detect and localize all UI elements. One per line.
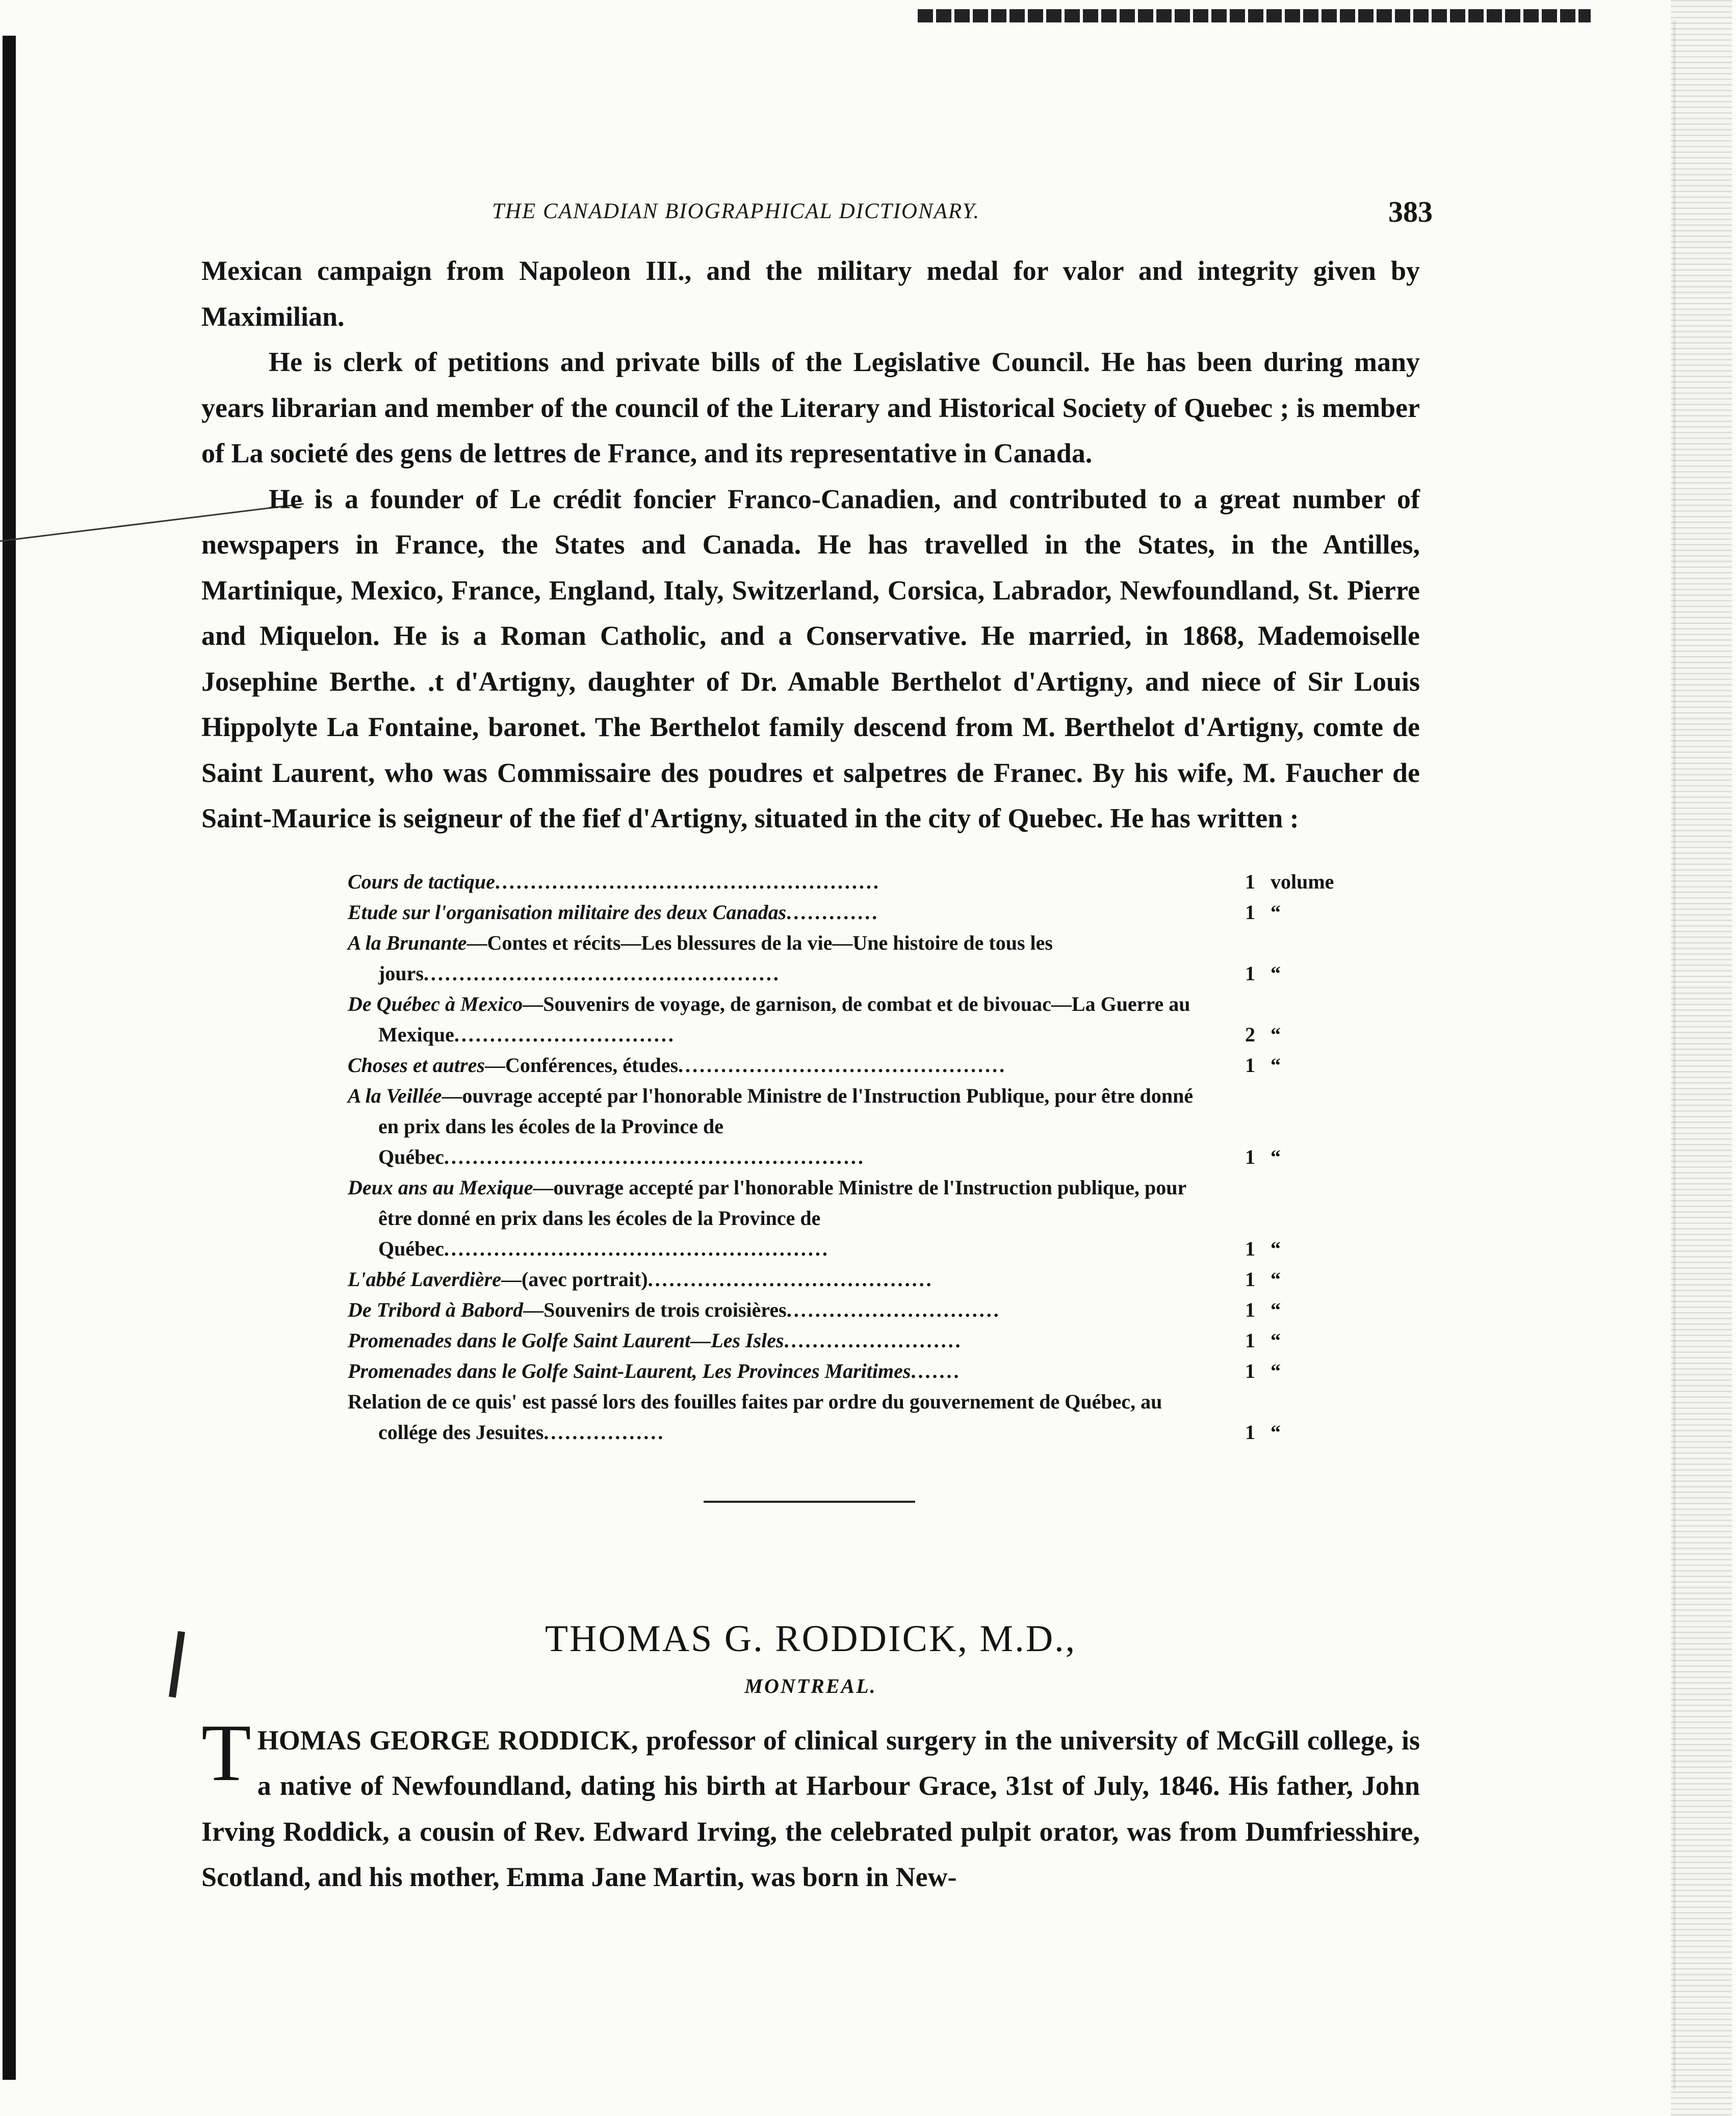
work-volume-count: 1: [1245, 870, 1255, 893]
work-volume-unit: “: [1271, 1145, 1281, 1168]
work-item: [348, 1356, 1337, 1387]
work-title: Cours de tactique: [348, 870, 495, 893]
dot-leader: ........................................: [647, 1267, 934, 1291]
work-title: Deux ans au Mexique: [348, 1175, 533, 1199]
work-item: [348, 1050, 1337, 1081]
work-title: De Québec à Mexico: [348, 992, 523, 1015]
work-volume-count: 2: [1245, 1023, 1255, 1046]
work-volume-count: 1: [1245, 1145, 1255, 1168]
adjacent-page-edge: [1671, 0, 1732, 2116]
work-volume-count: 1: [1245, 961, 1255, 985]
running-head: [201, 195, 1433, 234]
work-description: —Conférences, études: [484, 1053, 679, 1077]
margin-mark: [169, 1631, 185, 1698]
work-item: [348, 867, 1337, 897]
work-description: —ouvrage accepté par l'honorable Ministre de l'Instruction publique, pour être donné en prix dans les écoles de la Province de Québec: [378, 1175, 1186, 1260]
work-volume-count: 1: [1245, 1053, 1255, 1077]
work-volume-unit: “: [1271, 1359, 1281, 1382]
paragraph-2: He is clerk of petitions and private bills of the Legislative Council. He has been during many years librarian and member of the council of the Literary and Historical Society of Quebec ; is member of La societé des gens de lettres de France, and its representative in Canada.: [201, 347, 1420, 468]
dot-leader: .........................: [784, 1328, 963, 1352]
paragraph-3: He is a founder of Le crédit foncier Franco-Canadien, and contributed to a great number of newspapers in France, the States and Canada. He has travelled in the States, in the Antilles, Martinique, Mexico, France, England, Italy, Switzerland, Corsica, Labrador, Newfoundland, St. Pierre and Miquelon. He is a Roman Catholic, and a Conservative. He married, in 1868, Mademoiselle Josephine Berthe. .t d'Artigny, daughter of Dr. Amable Berthelot d'Artigny, and niece of Sir Louis Hippolyte La Fontaine, baronet. The Berthelot family descend from M. Berthelot d'Artigny, comte de Saint Laurent, who was Commissaire des poudres et salpetres de Franec. By his wife, M. Faucher de Saint-Maurice is seigneur of the fief d'Artigny, situated in the city of Quebec. He has written :: [201, 483, 1420, 833]
dot-leader: .............: [786, 900, 879, 924]
work-item: [348, 989, 1337, 1050]
work-volume-unit: “: [1271, 1420, 1281, 1444]
work-volume-unit: “: [1271, 1053, 1281, 1077]
entry-place: MONTREAL.: [744, 1674, 877, 1697]
work-description: —Contes et récits—Les blessures de la vie—Une histoire de tous les jours: [378, 931, 1053, 985]
work-item: [348, 1081, 1337, 1172]
work-volume-unit: “: [1271, 1328, 1281, 1352]
work-volume-unit: “: [1271, 1267, 1281, 1291]
work-volume-count: 1: [1245, 1420, 1255, 1444]
dot-leader: ..................................................: [423, 961, 781, 985]
scan-top-edge: [918, 9, 1591, 22]
work-title: Choses et autres: [348, 1053, 485, 1077]
work-description: —(avec portrait): [501, 1267, 648, 1291]
work-title: A la Brunante: [348, 931, 467, 954]
work-description: —Souvenirs de trois croisières: [523, 1298, 787, 1321]
work-title: Promenades dans le Golfe Saint Laurent—Les Isles: [348, 1328, 784, 1352]
dot-leader: ..............................................: [678, 1053, 1007, 1077]
dot-leader: ......................................................: [444, 1237, 830, 1260]
entry-name-heading: THOMAS G. RODDICK, M.D.,: [545, 1617, 1077, 1660]
running-title: THE CANADIAN BIOGRAPHICAL DICTIONARY.: [492, 199, 980, 223]
entry-text: professor of clinical surgery in the university of McGill college, is a native of Newfoundland, dating his birth at Harbour Grace, 31st of July, 1846. His father, John Irving Roddick, a cousin of Rev. Edward Irving, the celebrated pulpit orator, was from Dumfriesshire, Scotland, and his mother, Emma Jane Martin, was born in New-: [201, 1725, 1420, 1892]
work-description: —Souvenirs de voyage, de garnison, de combat et de bivouac—La Guerre au Mexique: [378, 992, 1190, 1046]
work-volume-count: 1: [1245, 1237, 1255, 1260]
page-number: 383: [1388, 195, 1433, 228]
work-item: [348, 928, 1337, 989]
section-divider: [704, 1501, 915, 1503]
work-item: [348, 1387, 1337, 1448]
work-title: Etude sur l'organisation militaire des deux Canadas: [348, 900, 787, 924]
page-binding-edge: [3, 36, 16, 2080]
entry-lead-name: HOMAS GEORGE RODDICK,: [257, 1725, 638, 1756]
work-volume-unit: “: [1271, 1298, 1281, 1321]
work-title: De Tribord à Babord: [348, 1298, 524, 1321]
work-item: [348, 1172, 1337, 1264]
work-title: Promenades dans le Golfe Saint-Laurent, Les Provinces Maritimes: [348, 1359, 911, 1382]
paragraph-1: Mexican campaign from Napoleon III., and the military medal for valor and integrity given by Maximilian.: [201, 255, 1420, 332]
dot-leader: ...........................................................: [444, 1145, 865, 1168]
entry-biography: [201, 1707, 1420, 1900]
work-volume-unit: “: [1271, 961, 1281, 985]
work-title: A la Veillée: [348, 1084, 442, 1107]
work-volume-unit: “: [1271, 900, 1281, 924]
work-volume-count: 1: [1245, 1359, 1255, 1382]
dot-leader: .......: [911, 1359, 961, 1382]
drop-cap: T: [201, 1707, 251, 1798]
works-list: [348, 867, 1337, 1448]
work-description: Relation de ce quis' est passé lors des fouilles faites par ordre du gouvernement de Québec, au collége des Jesuites: [348, 1390, 1162, 1444]
work-description: —ouvrage accepté par l'honorable Ministre de l'Instruction Publique, pour être donné en prix dans les écoles de la Province de Québec: [378, 1084, 1194, 1168]
work-volume-count: 1: [1245, 1298, 1255, 1321]
work-volume-count: 1: [1245, 900, 1255, 924]
work-title: L'abbé Laverdière: [348, 1267, 501, 1291]
dot-leader: ...............................: [454, 1023, 676, 1046]
work-volume-count: 1: [1245, 1267, 1255, 1291]
work-item: [348, 897, 1337, 928]
work-volume-unit: “: [1271, 1237, 1281, 1260]
biography-continuation: [201, 248, 1420, 842]
work-volume-count: 1: [1245, 1328, 1255, 1352]
work-volume-unit: “: [1271, 1023, 1281, 1046]
dot-leader: ......................................................: [495, 870, 880, 893]
dot-leader: .................: [543, 1420, 665, 1444]
work-item: [348, 1295, 1337, 1325]
work-item: [348, 1264, 1337, 1295]
work-item: [348, 1325, 1337, 1356]
work-volume-unit: volume: [1271, 870, 1334, 893]
dot-leader: ..............................: [786, 1298, 1001, 1321]
document-page: [201, 195, 1433, 1900]
